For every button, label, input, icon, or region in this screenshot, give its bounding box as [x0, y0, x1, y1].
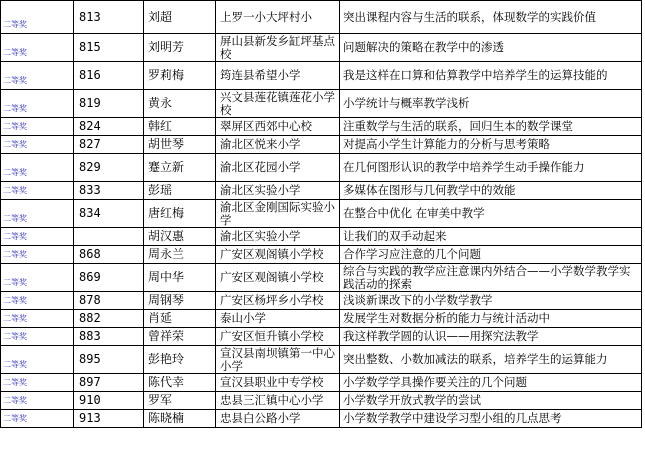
entry-number-cell: [74, 62, 144, 90]
award-cell: [1, 200, 74, 228]
paper-title-cell-text: 我这样教学圆的认识——用探究法教学: [343, 330, 539, 343]
paper-title-cell-text: 在几何图形认识的教学中培养学生动手操作能力: [343, 161, 585, 174]
award-cell: [1, 90, 74, 118]
school-cell: [216, 410, 340, 428]
paper-title-cell: [340, 1, 642, 34]
table-row: [1, 182, 642, 200]
award-cell: [1, 328, 74, 346]
entry-number-cell-text: 883: [79, 330, 101, 343]
school-cell: [216, 34, 340, 62]
awards-table-body: [1, 1, 642, 428]
school-cell-text: 忠县三汇镇中心小学: [220, 394, 324, 407]
table-row: [1, 328, 642, 346]
school-cell-text: 筠连县希望小学: [220, 69, 301, 82]
entry-number-cell: [74, 246, 144, 264]
school-cell: [216, 328, 340, 346]
paper-title-cell: [340, 264, 642, 292]
author-name-cell: [144, 34, 216, 62]
award-cell: [1, 118, 74, 136]
author-name-cell: [144, 410, 216, 428]
table-row: [1, 392, 642, 410]
award-cell-text: 二等奖: [3, 20, 27, 29]
entry-number-cell: [74, 1, 144, 34]
author-name-cell-text: 肖延: [148, 312, 173, 325]
table-row: [1, 136, 642, 154]
author-name-cell: [144, 200, 216, 228]
author-name-cell-text: 周永兰: [148, 248, 185, 261]
school-cell-text: 渝北区实验小学: [220, 184, 301, 197]
award-cell: [1, 1, 74, 34]
entry-number-cell: [74, 264, 144, 292]
school-cell: [216, 62, 340, 90]
author-name-cell-text: 曾祥荣: [148, 330, 185, 343]
school-cell-text: 渝北区金刚国际实验小学: [220, 200, 335, 227]
school-cell: [216, 374, 340, 392]
entry-number-cell-text: 878: [79, 294, 101, 307]
entry-number-cell-text: 833: [79, 184, 101, 197]
school-cell: [216, 292, 340, 310]
paper-title-cell-text: 多媒体在图形与几何教学中的效能: [343, 184, 516, 197]
paper-title-cell: [340, 136, 642, 154]
author-name-cell-text: 周中华: [148, 271, 185, 284]
author-name-cell: [144, 310, 216, 328]
award-cell: [1, 374, 74, 392]
award-cell-text: 二等奖: [3, 140, 27, 149]
table-row: [1, 410, 642, 428]
entry-number-cell: [74, 34, 144, 62]
school-cell: [216, 1, 340, 34]
entry-number-cell-text: 897: [79, 376, 101, 389]
author-name-cell-text: 胡汉惠: [148, 230, 185, 243]
award-cell: [1, 182, 74, 200]
paper-title-cell: [340, 182, 642, 200]
paper-title-cell: [340, 154, 642, 182]
author-name-cell-text: 蹇立新: [148, 161, 185, 174]
school-cell: [216, 200, 340, 228]
school-cell: [216, 310, 340, 328]
paper-title-cell-text: 对提高小学生计算能力的分析与思考策略: [343, 138, 550, 151]
school-cell-text: 渝北区花园小学: [220, 161, 301, 174]
award-cell-text: 二等奖: [3, 214, 27, 223]
paper-title-cell: [340, 34, 642, 62]
author-name-cell-text: 胡世琴: [148, 138, 185, 151]
author-name-cell-text: 黄永: [148, 97, 173, 110]
paper-title-cell: [340, 62, 642, 90]
award-cell-text: 二等奖: [3, 76, 27, 85]
school-cell: [216, 154, 340, 182]
award-cell: [1, 228, 74, 246]
paper-title-cell-text: 让我们的双手动起来: [343, 230, 447, 243]
entry-number-cell: [74, 154, 144, 182]
entry-number-cell-text: 913: [79, 412, 101, 425]
award-cell-text: 二等奖: [3, 250, 27, 259]
entry-number-cell-text: 824: [79, 120, 101, 133]
award-cell-text: 二等奖: [3, 278, 27, 287]
entry-number-cell-text: 829: [79, 161, 101, 174]
entry-number-cell: [74, 346, 144, 374]
author-name-cell: [144, 228, 216, 246]
entry-number-cell-text: 882: [79, 312, 101, 325]
paper-title-cell-text: 发展学生对数据分析的能力与统计活动中: [343, 312, 550, 325]
school-cell: [216, 346, 340, 374]
school-cell-text: 渝北区悦来小学: [220, 138, 301, 151]
school-cell-text: 广安区恒升镇小学校: [220, 330, 324, 343]
paper-title-cell: [340, 410, 642, 428]
paper-title-cell-text: 合作学习应注意的几个问题: [343, 248, 481, 261]
paper-title-cell-text: 在整合中优化 在审美中教学: [343, 207, 485, 220]
paper-title-cell: [340, 310, 642, 328]
author-name-cell: [144, 328, 216, 346]
paper-title-cell: [340, 328, 642, 346]
entry-number-cell-text: 910: [79, 394, 101, 407]
award-cell-text: 二等奖: [3, 360, 27, 369]
author-name-cell: [144, 136, 216, 154]
entry-number-cell: [74, 328, 144, 346]
author-name-cell: [144, 264, 216, 292]
school-cell: [216, 246, 340, 264]
paper-title-cell-text: 注重数学与生活的联系，回归生本的数学课堂: [343, 120, 573, 133]
entry-number-cell: [74, 410, 144, 428]
entry-number-cell: [74, 292, 144, 310]
table-row: [1, 154, 642, 182]
award-cell: [1, 310, 74, 328]
table-row: [1, 264, 642, 292]
entry-number-cell: [74, 374, 144, 392]
award-cell-text: 二等奖: [3, 378, 27, 387]
paper-title-cell-text: 突出整数、小数加减法的联系，培养学生的运算能力: [343, 353, 608, 366]
table-row: [1, 118, 642, 136]
award-cell-text: 二等奖: [3, 104, 27, 113]
award-cell-text: 二等奖: [3, 186, 27, 195]
author-name-cell: [144, 374, 216, 392]
table-row: [1, 1, 642, 34]
author-name-cell: [144, 292, 216, 310]
author-name-cell-text: 陈代幸: [148, 376, 185, 389]
school-cell: [216, 90, 340, 118]
school-cell-text: 宣汉县南坝镇第一中心小学: [220, 346, 335, 373]
school-cell-text: 上罗一小大坪村小: [220, 10, 312, 24]
author-name-cell-text: 陈晓楠: [148, 412, 185, 425]
entry-number-cell: [74, 90, 144, 118]
author-name-cell-text: 罗莉梅: [148, 69, 185, 82]
school-cell-text: 宣汉县职业中专学校: [220, 376, 324, 389]
award-cell-text: 二等奖: [3, 232, 27, 241]
entry-number-cell: [74, 136, 144, 154]
author-name-cell-text: 罗军: [148, 394, 173, 407]
award-cell: [1, 410, 74, 428]
paper-title-cell-text: 小学数学教学中建设学习型小组的几点思考: [343, 412, 562, 425]
school-cell-text: 屏山县新发乡缸坪基点校: [220, 34, 335, 61]
author-name-cell-text: 刘明芳: [148, 41, 185, 54]
author-name-cell: [144, 346, 216, 374]
author-name-cell-text: 刘超: [148, 10, 173, 24]
paper-title-cell: [340, 374, 642, 392]
school-cell-text: 泰山小学: [220, 312, 266, 325]
award-cell: [1, 136, 74, 154]
paper-title-cell: [340, 346, 642, 374]
award-cell-text: 二等奖: [3, 122, 27, 131]
table-row: [1, 346, 642, 374]
paper-title-cell-text: 我是这样在口算和估算教学中培养学生的运算技能的: [343, 69, 608, 82]
school-cell-text: 广安区观阁镇小学校: [220, 248, 324, 261]
entry-number-cell: [74, 392, 144, 410]
paper-title-cell-text: 突出课程内容与生活的联系，体现数学的实践价值: [343, 10, 596, 24]
award-cell: [1, 34, 74, 62]
author-name-cell-text: 韩红: [148, 120, 173, 133]
author-name-cell: [144, 246, 216, 264]
author-name-cell: [144, 182, 216, 200]
paper-title-cell-text: 浅谈新课改下的小学数学教学: [343, 294, 493, 307]
school-cell-text: 忠县白公路小学: [220, 412, 301, 425]
author-name-cell-text: 周钢琴: [148, 294, 185, 307]
table-row: [1, 228, 642, 246]
school-cell: [216, 392, 340, 410]
award-cell: [1, 154, 74, 182]
school-cell-text: 广安区观阁镇小学校: [220, 271, 324, 284]
table-row: [1, 34, 642, 62]
award-cell-text: 二等奖: [3, 396, 27, 405]
paper-title-cell: [340, 246, 642, 264]
entry-number-cell-text: 869: [79, 271, 101, 284]
author-name-cell: [144, 1, 216, 34]
school-cell: [216, 228, 340, 246]
author-name-cell-text: 唐红梅: [148, 207, 185, 220]
table-row: [1, 292, 642, 310]
table-row: [1, 246, 642, 264]
author-name-cell-text: 彭瑶: [148, 184, 173, 197]
table-row: [1, 374, 642, 392]
school-cell-text: 广安区杨坪乡小学校: [220, 294, 324, 307]
entry-number-cell: [74, 310, 144, 328]
table-row: [1, 62, 642, 90]
school-cell: [216, 118, 340, 136]
award-cell-text: 二等奖: [3, 414, 27, 423]
school-cell: [216, 264, 340, 292]
entry-number-cell-text: 819: [79, 97, 101, 110]
entry-number-cell: [74, 200, 144, 228]
entry-number-cell: [74, 118, 144, 136]
paper-title-cell: [340, 292, 642, 310]
award-cell-text: 二等奖: [3, 314, 27, 323]
entry-number-cell: [74, 182, 144, 200]
school-cell: [216, 136, 340, 154]
school-cell-text: 渝北区实验小学: [220, 230, 301, 243]
table-row: [1, 200, 642, 228]
paper-title-cell-text: 小学数学开放式教学的尝试: [343, 394, 481, 407]
paper-title-cell: [340, 392, 642, 410]
author-name-cell: [144, 392, 216, 410]
award-cell-text: 二等奖: [3, 168, 27, 177]
paper-title-cell: [340, 90, 642, 118]
entry-number-cell-text: 834: [79, 207, 101, 220]
entry-number-cell-text: 815: [79, 41, 101, 54]
award-cell: [1, 62, 74, 90]
paper-title-cell-text: 小学统计与概率教学浅析: [343, 97, 470, 110]
entry-number-cell-text: 868: [79, 248, 101, 261]
table-row: [1, 310, 642, 328]
award-cell: [1, 246, 74, 264]
author-name-cell: [144, 62, 216, 90]
paper-title-cell-text: 小学数学学具操作要关注的几个问题: [343, 376, 527, 389]
author-name-cell: [144, 90, 216, 118]
entry-number-cell-text: 895: [79, 353, 101, 366]
school-cell-text: 翠屏区西郊中心校: [220, 120, 312, 133]
award-cell-text: 二等奖: [3, 296, 27, 305]
paper-title-cell: [340, 228, 642, 246]
school-cell-text: 兴文县莲花镇莲花小学校: [220, 90, 335, 117]
paper-title-cell: [340, 118, 642, 136]
school-cell: [216, 182, 340, 200]
author-name-cell: [144, 154, 216, 182]
award-cell: [1, 264, 74, 292]
award-cell: [1, 392, 74, 410]
award-cell: [1, 292, 74, 310]
entry-number-cell: [74, 228, 144, 246]
paper-title-cell-text: 综合与实践的教学应注意课内外结合——小学数学教学实践活动的探索: [343, 264, 631, 291]
award-cell: [1, 346, 74, 374]
paper-title-cell: [340, 200, 642, 228]
entry-number-cell-text: 816: [79, 69, 101, 82]
award-cell-text: 二等奖: [3, 48, 27, 57]
entry-number-cell-text: 827: [79, 138, 101, 151]
entry-number-cell-text: 813: [79, 10, 101, 24]
table-row: [1, 90, 642, 118]
paper-title-cell-text: 问题解决的策略在教学中的渗透: [343, 41, 504, 54]
author-name-cell-text: 彭艳玲: [148, 353, 185, 366]
author-name-cell: [144, 118, 216, 136]
award-cell-text: 二等奖: [3, 332, 27, 341]
